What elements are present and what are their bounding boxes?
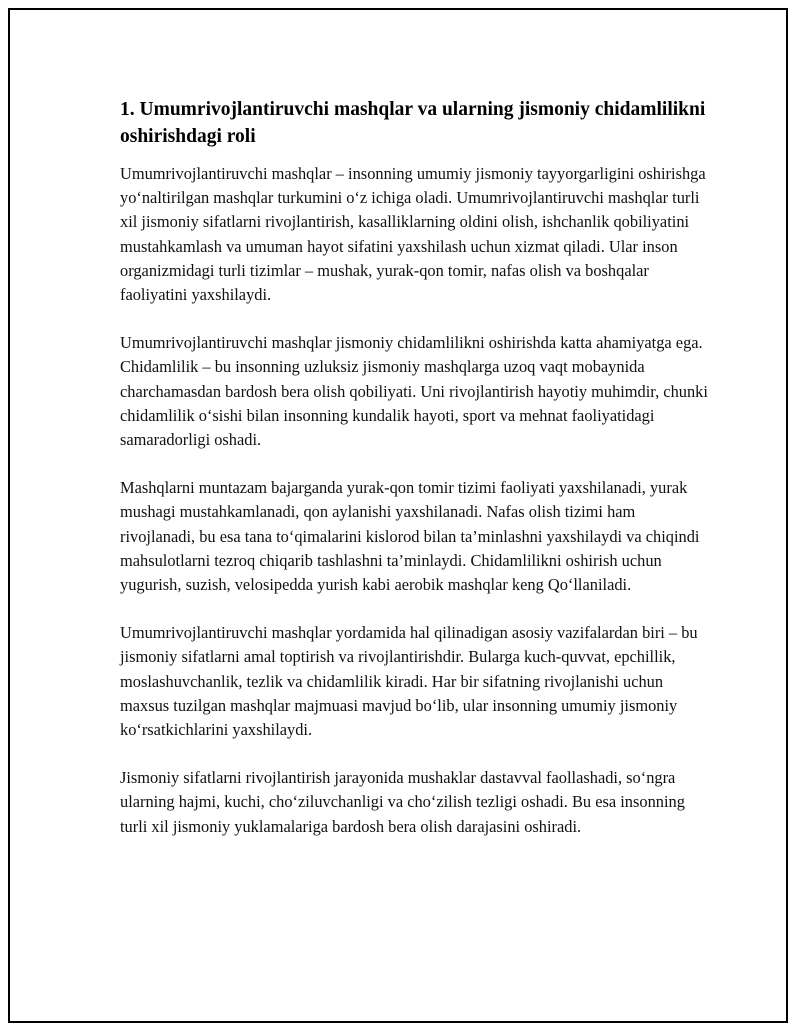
page-frame bbox=[8, 8, 788, 1023]
document-body bbox=[120, 96, 710, 863]
paragraph-1: Umumrivojlantiruvchi mashqlar – insonning umumiy jismoniy tayyorgarligini oshirishga yo‘naltirilgan mashqlar turkumini o‘z ichiga oladi. Umumrivojlantiruvchi mashqlar turli xil jismoniy sifatlarni rivojlantirish, kasalliklarning oldini olish, ishchanlik qobiliyatini mustahkamlash va umuman hayot sifatini yaxshilash uchun xizmat qiladi. Ular inson organizmidagi turli tizimlar – mushak, yurak-qon tomir, nafas olish va boshqalar faoliyatini yaxshilaydi. bbox=[120, 164, 706, 305]
paragraph-2: Umumrivojlantiruvchi mashqlar jismoniy chidamlilikni oshirishda katta ahamiyatga ega. Chidamlilik – bu insonning uzluksiz jismoniy mashqlarga uzoq vaqt mobaynida charchamasdan bardosh bera olish qobiliyati. Uni rivojlantirish hayotiy muhimdir, chunki chidamlilik o‘sishi bilan insonning kundalik hayoti, sport va mehnat faoliyatidagi samaradorligi oshadi. bbox=[120, 333, 708, 450]
paragraph-3: Mashqlarni muntazam bajarganda yurak-qon tomir tizimi faoliyati yaxshilanadi, yurak mushagi mustahkamlanadi, qon aylanishi yaxshilanadi. Nafas olish tizimi ham rivojlanadi, bu esa tana to‘qimalarini kislorod bilan ta’minlashni yaxshilaydi va chiqindi mahsulotlarni tezroq chiqarib tashlashni ta’minlaydi. Chidamlilikni oshirish uchun yugurish, suzish, velosipedda yurish kabi aerobik mashqlar keng Qo‘llaniladi. bbox=[120, 478, 700, 595]
paragraph-4: Umumrivojlantiruvchi mashqlar yordamida hal qilinadigan asosiy vazifalardan biri – bu jismoniy sifatlarni amal toptirish va rivojlantirishdir. Bularga kuch-quvvat, epchillik, moslashuvchanlik, tezlik va chidamlilik kiradi. Har bir sifatning rivojlanishi uchun maxsus tuzilgan mashqlar majmuasi mavjud bo‘lib, ular insonning umumiy jismoniy ko‘rsatkichlarini yaxshilaydi. bbox=[120, 623, 698, 740]
paragraph-5: Jismoniy sifatlarni rivojlantirish jarayonida mushaklar dastavval faollashadi, so‘ngra ularning hajmi, kuchi, cho‘ziluvchanligi va cho‘zilish tezligi oshadi. Bu esa insonning turli xil jismoniy yuklamalariga bardosh bera olish darajasini oshiradi. bbox=[120, 768, 685, 836]
section-heading: 1. Umumrivojlantiruvchi mashqlar va ularning jismoniy chidamlilikni oshirishdagi roli bbox=[120, 99, 706, 147]
